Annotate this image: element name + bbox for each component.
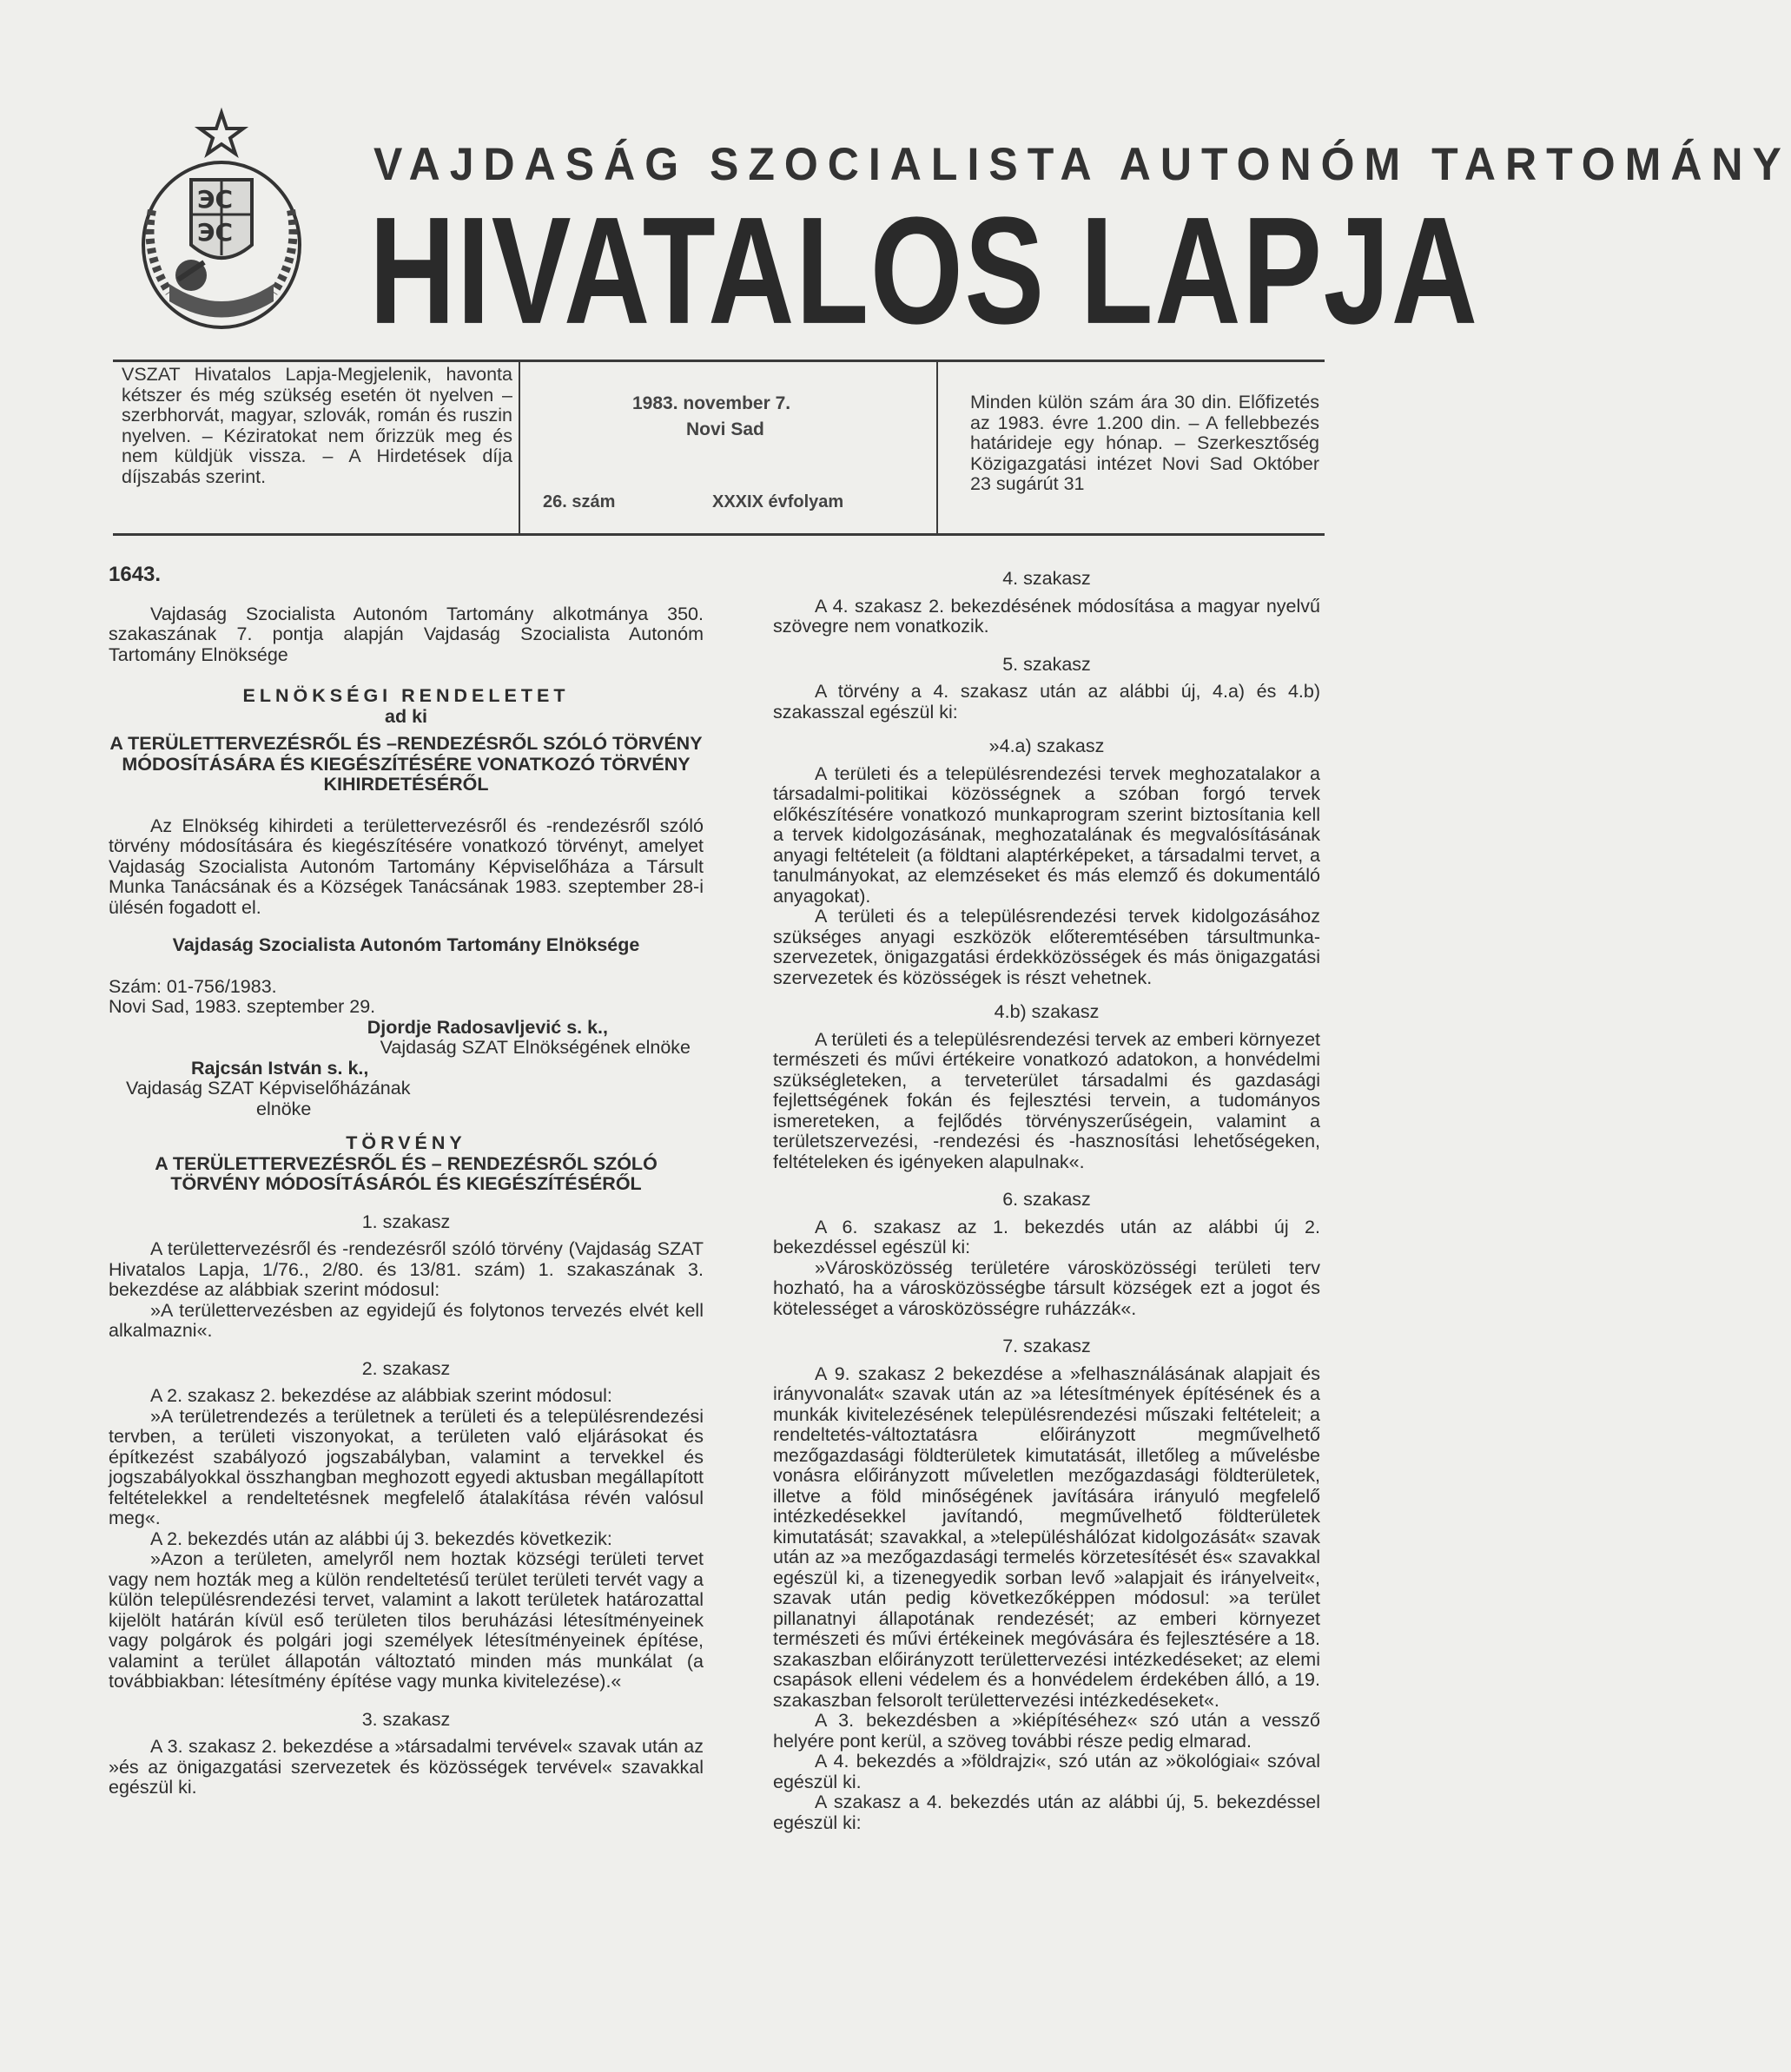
law-title: TÖRVÉNY (346, 1132, 466, 1153)
coat-of-arms-emblem (135, 106, 352, 339)
intro-paragraph: Vajdaság Szocialista Autonóm Tartomány alkotmánya 350. szakaszának 7. pontja alapján Vajdaság Szocialista Autonóm Tartomány Elnöksége (109, 603, 704, 665)
section-1-heading: 1. szakasz (361, 1211, 451, 1232)
masthead-gazette-title: HIVATALOS LAPJA (369, 185, 1479, 356)
section-6-paragraph-2: »Városközösség területére városközösségi területi terv hozható, ha a városközösségbe társult községek ezt a jogot és kötelességet a városközösségre ruházzák«. (773, 1257, 1320, 1319)
section-4a-paragraph-2: A területi és a településrendezési tervek kidolgozásához szükséges anyagi eszközök előteremtésében társultmunka-szervezetek, önigazgatási érdekközösségek és más önigazgatási szervezetek és közösségek is részt vehetnek. (773, 906, 1320, 988)
proclamation-paragraph: Az Elnökség kihirdeti a területtervezésről és -rendezésről szóló törvény módosítására és kiegészítésére vonatkozó törvényt, amelyet Vajdaság Szocialista Autonóm Tartomány Képviselőháza a Társult Munka Tanácsának és a Községek Tanácsának 1983. szeptember 28-i ülésén fogadott el. (109, 815, 704, 918)
reference-date: Novi Sad, 1983. szeptember 29. (109, 996, 376, 1017)
section-2-paragraph-3: A 2. bekezdés után az alábbi új 3. bekezdés következik: (150, 1528, 612, 1549)
section-6-heading: 6. szakasz (1002, 1189, 1091, 1210)
decree-ad-ki: ad ki (385, 705, 427, 727)
section-2-heading: 2. szakasz (361, 1357, 451, 1379)
issue-date: 1983. november 7. (632, 393, 791, 413)
section-2-paragraph-1: A 2. szakasz 2. bekezdése az alábbiak szerint módosul: (150, 1385, 612, 1406)
section-4a-heading: »4.a) szakasz (988, 736, 1105, 756)
section-4b-heading: 4.b) szakasz (994, 1001, 1100, 1022)
publication-info: VSZAT Hivatalos Lapja-Megjelenik, havonta kétszer és még szükség esetén öt nyelven – szerbhorvát, magyar, szlovák, román és ruszin nyelven. – Kéziratokat nem őrizzük meg és nem küldjük vissza. – A Hirdetések díja díjszabás szerint. (122, 364, 512, 487)
law-subject: A TERÜLETTERVEZÉSRŐL ÉS – RENDEZÉSRŐL SZÓLÓ TÖRVÉNY MÓDOSÍTÁSÁRÓL ÉS KIEGÉSZÍTÉSÉRŐL (155, 1152, 658, 1194)
section-1-paragraph-1: A területtervezésről és -rendezésről szóló törvény (Vajdaság SZAT Hivatalos Lapja, 1/76., 2/80. és 13/81. szám) 1. szakaszának 3. bekezdése az alábbiak szerint módosul: (109, 1238, 704, 1300)
header-divider-left (519, 361, 520, 533)
issue-number: 26. szám (543, 492, 616, 511)
section-7-paragraph-2: A 3. bekezdésben a »kiépítéséhez« szó után a vessző helyére pont kerül, a szöveg további része pedig elmarad. (773, 1710, 1320, 1752)
signatory-2-role-cont: elnöke (256, 1098, 312, 1119)
section-7-heading: 7. szakasz (1002, 1336, 1091, 1356)
section-4a-paragraph-1: A területi és a településrendezési tervek meghozatalakor a társadalmi-politikai közösségnek a szóban forgó tervek előkészítésére vonatkozó munkaprogram szerint biztosítania kell a tervek kidolgozásának, meghozatalának és megvalósításának anyagi feltételeit (a földtani alaptérképeket, a társadalmi tervet, a tanulmányokat, az elemzéseket és más elemző és dokumentáló anyagokat). (773, 762, 1320, 907)
section-3-paragraph-1: A 3. szakasz 2. bekezdése a »társadalmi tervével« szavak után az »és az önigazgatási szervezetek és közösségek tervével« szavakkal egészül ki. (109, 1736, 704, 1798)
header-bottom-rule (113, 533, 1325, 536)
signatory-2-name: Rajcsán István s. k., (191, 1057, 369, 1079)
section-4b-paragraph-1: A területi és a településrendezési tervek az emberi környezet természeti és művi értékeire vonatkozó adatokon, a honvédelmi szükségleteken, a terveterület társadalmi és gazdasági fejlettségének fokán és fejlesztési tervein, a tudományos ismereteken, a fejlődés törvényszerűségein, valamint a területszervezési, -rendezési és -hasznosítási lehetőségeken, feltételeken és igényeken alapulnak«. (773, 1028, 1320, 1172)
signatory-1-role: Vajdaság SZAT Elnökségének elnöke (380, 1037, 691, 1058)
section-5-paragraph-1: A törvény a 4. szakasz után az alábbi új, 4.a) és 4.b) szakasszal egészül ki: (773, 681, 1320, 723)
section-2-paragraph-2: »A területrendezés a területnek a területi és a településrendezési tervben, a területi viszonyokat, a területen való eljárásokat és építkezést szabályozó jogszabályban, valamint a tervekkel és jogszabályokkal összhangban meghozott egyedi aktusban megállapított feltételekkel a rendeltetésnek megfelelő átalakítása révén valósul meg«. (109, 1405, 704, 1528)
section-4-paragraph-1: A 4. szakasz 2. bekezdésének módosítása a magyar nyelvű szövegre nem vonatkozik. (773, 595, 1320, 637)
signatory-1-name: Djordje Radosavljević s. k., (367, 1016, 608, 1038)
reference-number: Szám: 01-756/1983. (109, 975, 277, 997)
section-1-paragraph-2: »A területtervezésben az egyidejű és folytonos tervezés elvét kell alkalmazni«. (109, 1299, 704, 1341)
section-4-heading: 4. szakasz (1002, 568, 1091, 589)
masthead-region-title: VAJDASÁG SZOCIALISTA AUTONÓM TARTOMÁNY (373, 138, 1791, 190)
emblem-letters: ЭС (197, 185, 234, 214)
header-divider-right (936, 361, 938, 533)
section-2-paragraph-4: »Azon a területen, amelyről nem hoztak községi területi tervet vagy nem hozták meg a külön rendeltetésű terület területi tervét vagy a külön településrendezési tervet, valamint a lakott területek határozattal kijelölt határán kívül eső területen tilos beruházási létesítményeinek vagy polgárok és polgári jogi személyek létesítményeinek építése, valamint a terület állapotán változtató minden más munkálat (a továbbiakban: létesítmény építése vagy munka kivitelezése).« (109, 1548, 704, 1692)
section-5-heading: 5. szakasz (1002, 653, 1091, 675)
issue-city: Novi Sad (686, 419, 764, 439)
header-top-rule (113, 360, 1325, 362)
signatory-2-role: Vajdaság SZAT Képviselőházának (126, 1078, 411, 1099)
section-7-paragraph-1: A 9. szakasz 2 bekezdése a »felhasználásának alapjait és irányvonalát« szavak után az »a létesítmények építésének és a munkák kivitelezésének településrendezési műszaki feltételeit; a rendeltetés-változtatásra előirányzott megművelhető mezőgazdasági földterületek kimutatását, illetőleg a művelésbe vonásra előirányzott műveletlen mezőgazdasági földterületek, illetve a föld minőségének javítására irányuló megfelelő intézkedésekkel javítandó, megművelhető földterületek kimutatását; szavakkal, a »településhálózat kidolgozását« szavak után az »a mezőgazdasági termelés körzetesítését és« szavakkal egészül ki, a tizenegyedik sorban levő »alapjait és irányelveit«, szavak után pedig következőképpen módosul: »a terület pillanatnyi állapotának rendezését; az emberi környezet természeti és művi értékeinek megóvására és fejlesztésére a 18. szakaszban előirányzott területtervezési intézkedéseket; az elemi csapások elleni védelem és a honvédelem érdekében álló, a 19. szakaszban felsorolt területtervezési intézkedéseket«. (773, 1363, 1320, 1711)
section-6-paragraph-1: A 6. szakasz az 1. bekezdés után az alábbi új 2. bekezdéssel egészül ki: (773, 1216, 1320, 1257)
decree-subject: A TERÜLETTERVEZÉSRŐL ÉS –RENDEZÉSRŐL SZÓLÓ TÖRVÉNY MÓDOSÍTÁSÁRA ÉS KIEGÉSZÍTÉSÉRE VONATKOZÓ TÖRVÉNY KIHIRDETÉSÉRŐL (109, 733, 703, 795)
left-column (109, 564, 704, 1798)
document-number: 1643. (109, 563, 162, 586)
section-7-paragraph-3: A 4. bekezdés a »földrajzi«, szó után az »ökológiai« szóval egészül ki. (773, 1751, 1320, 1792)
section-7-paragraph-4: A szakasz a 4. bekezdés után az alábbi új, 5. bekezdéssel egészül ki: (773, 1792, 1320, 1833)
section-3-heading: 3. szakasz (361, 1708, 451, 1730)
issue-volume: XXXIX évfolyam (712, 492, 844, 511)
right-column (773, 569, 1320, 1833)
subscription-info: Minden külön szám ára 30 din. Előfizetés az 1983. évre 1.200 din. – A fellebbezés határideje egy hónap. – Szerkesztőség Közigazgatási intézet Novi Sad Október 23 sugárút 31 (970, 392, 1319, 494)
svg-text:ЭС: ЭС (197, 218, 234, 247)
presidency-signature-block: Vajdaság Szocialista Autonóm Tartomány Elnöksége (172, 934, 640, 955)
decree-title: ELNÖKSÉGI RENDELETET (242, 685, 570, 706)
